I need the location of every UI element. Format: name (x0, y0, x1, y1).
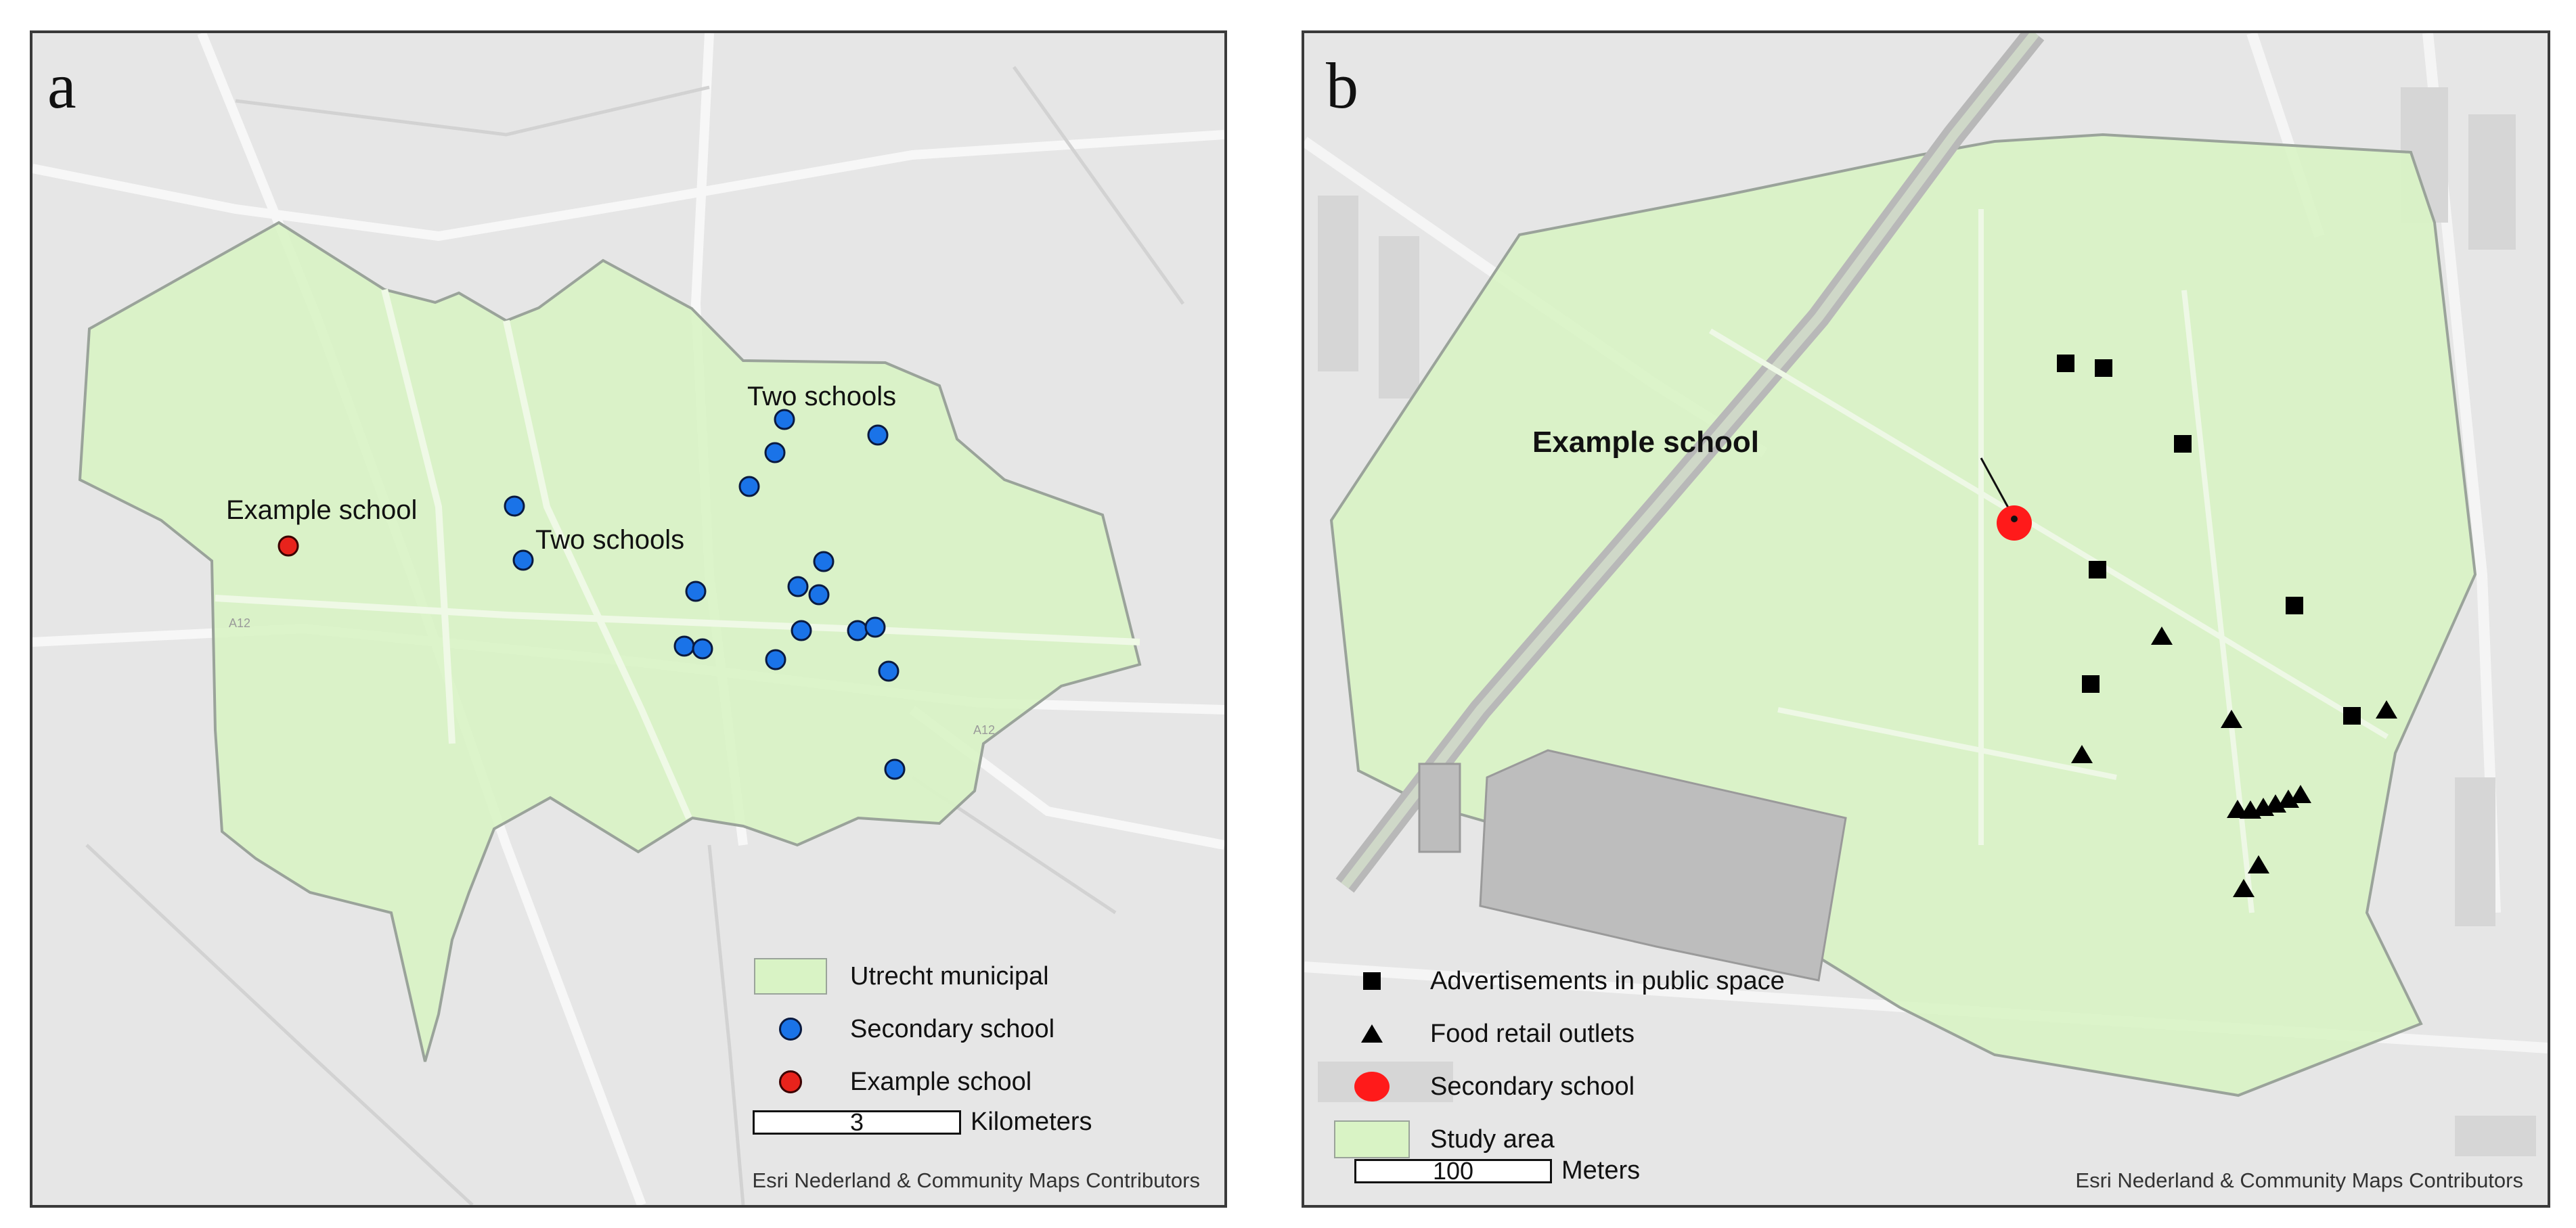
panel-letter-a: a (47, 49, 76, 122)
legend-row-secondary-school-b (1331, 1060, 1785, 1113)
secondary-school-marker (866, 618, 885, 637)
building-small-b (1419, 764, 1460, 852)
scale-bar-b (1354, 1156, 1640, 1185)
map-credit-a: Esri Nederland & Community Maps Contributors (752, 1168, 1200, 1192)
legend-swatch-example-school (779, 1070, 802, 1093)
scale-bar-value-a: 3 (753, 1110, 961, 1135)
secondary-school-center-b (2011, 516, 2018, 522)
legend-a (750, 950, 1054, 1108)
legend-swatch-ads (1363, 972, 1381, 990)
legend-label-study-area: Study area (1430, 1124, 1555, 1154)
secondary-school-marker (848, 621, 867, 640)
road-label-a12-east: A12 (973, 723, 996, 737)
study-area-polygon (1331, 135, 2475, 1095)
legend-swatch-municipal (754, 958, 827, 995)
road-label-a12-west: A12 (229, 616, 251, 630)
advertisement-marker (2343, 707, 2361, 725)
secondary-school-marker (514, 551, 533, 570)
secondary-school-marker (766, 650, 785, 669)
legend-label-ads: Advertisements in public space (1430, 966, 1785, 995)
secondary-school-marker (885, 760, 904, 779)
legend-row-food (1331, 1007, 1785, 1060)
legend-row-secondary-school (750, 1003, 1054, 1055)
advertisement-marker (2286, 597, 2303, 614)
secondary-school-marker (792, 621, 811, 640)
label-two-schools-mid: Two schools (535, 525, 685, 555)
advertisement-marker (2174, 435, 2192, 453)
legend-label-example-school: Example school (850, 1067, 1032, 1096)
scale-bar-unit-b: Meters (1561, 1156, 1641, 1185)
secondary-school-marker (879, 662, 898, 681)
secondary-school-marker (775, 410, 794, 429)
label-example-school: Example school (226, 495, 418, 525)
secondary-school-marker (814, 552, 833, 571)
secondary-school-marker (740, 477, 759, 496)
secondary-school-marker (686, 582, 705, 601)
legend-label-secondary-school-b: Secondary school (1430, 1072, 1635, 1101)
secondary-school-marker (693, 639, 712, 658)
legend-row-municipal (750, 950, 1054, 1003)
advertisement-marker (2089, 561, 2106, 578)
legend-swatch-food (1361, 1024, 1383, 1043)
scale-bar-a (753, 1108, 1092, 1137)
advertisement-marker (2095, 359, 2112, 377)
secondary-school-marker (505, 497, 524, 516)
label-example-school-b: Example school (1532, 426, 1760, 459)
secondary-school-marker (765, 443, 784, 462)
map-panel-b (1302, 30, 2550, 1208)
legend-label-municipal: Utrecht municipal (850, 961, 1049, 991)
map-credit-b: Esri Nederland & Community Maps Contributors (2075, 1168, 2523, 1192)
example-school-marker (279, 537, 298, 555)
legend-row-ads (1331, 955, 1785, 1007)
legend-row-example-school (750, 1055, 1054, 1108)
legend-label-food: Food retail outlets (1430, 1019, 1635, 1048)
scale-bar-value-b: 100 (1354, 1159, 1552, 1183)
secondary-school-marker (675, 637, 694, 656)
legend-b (1331, 955, 1785, 1166)
label-two-schools-top: Two schools (747, 382, 897, 411)
advertisement-marker (2057, 355, 2074, 372)
map-panel-a (30, 30, 1227, 1208)
secondary-school-marker (809, 585, 828, 604)
scale-bar-unit-a: Kilometers (971, 1108, 1092, 1136)
legend-label-secondary-school: Secondary school (850, 1014, 1055, 1043)
legend-swatch-secondary-school (779, 1018, 802, 1041)
legend-swatch-secondary-school-b (1354, 1072, 1390, 1101)
secondary-school-marker (868, 426, 887, 445)
secondary-school-marker (789, 577, 807, 596)
legend-swatch-study-area (1334, 1120, 1410, 1158)
advertisement-marker (2082, 675, 2100, 693)
secondary-school-marker-b (1997, 505, 2032, 541)
panel-letter-b: b (1326, 49, 1358, 122)
